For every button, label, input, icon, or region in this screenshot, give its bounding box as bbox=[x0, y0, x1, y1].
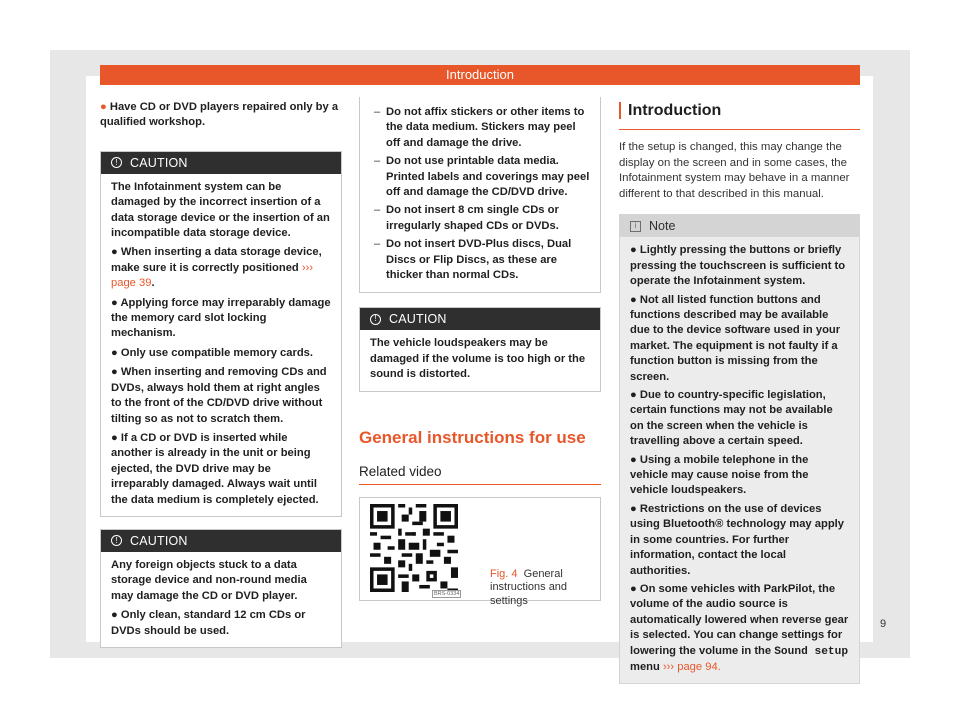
caution-text: The Infotainment system can be damaged by the incorrect insertion of a data storage device or the insertion of an incompatible data storage device. bbox=[111, 180, 330, 240]
caution-continued-box bbox=[359, 97, 601, 293]
dash-item: – Do not insert DVD-Plus discs, Dual Discs or Flip Discs, as these are thicker than normal CDs. bbox=[370, 237, 592, 283]
related-video-heading: Related video bbox=[359, 464, 601, 485]
column-left bbox=[100, 100, 342, 648]
warning-circle-icon: ! bbox=[111, 157, 122, 168]
warning-circle-icon: ! bbox=[370, 314, 381, 325]
caution-bullet: ● If a CD or DVD is inserted while another is already in the unit or being ejected, the DVD drive may be irreparably damaged. Always wait until the data medium is completely ejected. bbox=[111, 431, 319, 506]
warning-circle-icon: ! bbox=[111, 535, 122, 546]
caution-bullet: ● Only use compatible memory cards. bbox=[111, 346, 313, 359]
page-number: 9 bbox=[880, 618, 887, 630]
menu-name: Sound setup bbox=[774, 645, 849, 658]
figure-video bbox=[359, 497, 601, 607]
figure-code: BRS-0334 bbox=[434, 590, 460, 597]
accent-bar bbox=[619, 102, 621, 119]
caution-bullet: ● Only clean, standard 12 cm CDs or DVDs should be used. bbox=[111, 609, 306, 637]
dash-item: – Do not use printable data media. Printed labels and coverings may peel off and damage the CD/DVD drive. bbox=[370, 154, 592, 200]
bullet-icon: ● bbox=[100, 101, 107, 113]
caution-box-3 bbox=[359, 307, 601, 391]
note-item: ● Due to country-specific legislation, certain functions may not be available on the screen when the vehicle is travelling above a certain speed. bbox=[630, 389, 833, 448]
caution-bullet: ● When inserting and removing CDs and DVDs, always hold them at right angles to the front of the CD/DVD drive without tilting so as not to scratch them. bbox=[111, 366, 327, 425]
caution-text: The vehicle loudspeakers may be damaged if the volume is too high or the sound is distorted. bbox=[370, 337, 586, 381]
column-right bbox=[619, 97, 860, 684]
figure-caption: Fig. 4 General instructions and settings bbox=[490, 567, 568, 607]
note-item: ● Using a mobile telephone in the vehicle may cause noise from the vehicle loudspeakers. bbox=[630, 453, 809, 497]
caution-body bbox=[101, 174, 341, 516]
caution-box-2 bbox=[100, 529, 342, 648]
caution-body bbox=[101, 552, 341, 647]
page-link[interactable]: ››› page 94. bbox=[662, 660, 721, 673]
caution-header: ! CAUTION bbox=[101, 152, 341, 174]
caution-box-1 bbox=[100, 151, 342, 517]
caution-text: Any foreign objects stuck to a data storage device and non-round media may damage the CD or DVD player. bbox=[111, 558, 307, 602]
note-item: ● Not all listed function buttons and functions described may be available due to the device software used in your market. The equipment is not faulty if a function button is missing from the screen. bbox=[630, 293, 841, 383]
column-middle bbox=[359, 97, 601, 607]
caution-header: ! CAUTION bbox=[360, 308, 600, 330]
section-title: General instructions for use bbox=[359, 427, 586, 447]
info-icon: i bbox=[630, 221, 641, 232]
dash-item: – Do not insert 8 cm single CDs or irregularly shaped CDs or DVDs. bbox=[370, 203, 592, 234]
qr-code[interactable] bbox=[370, 504, 458, 592]
note-item: ● On some vehicles with ParkPilot, the volume of the audio source is automatically lowered when reverse gear is selected. You can change settings for lowering the volume in the Sound setup menu ››› page 94. bbox=[630, 582, 849, 673]
caution-header: ! CAUTION bbox=[101, 530, 341, 552]
caution-body bbox=[360, 330, 600, 390]
dash-item: – Do not affix stickers or other items to the data medium. Stickers may peel off and damage the drive. bbox=[370, 105, 592, 151]
intro-bullet: ● Have CD or DVD players repaired only by a qualified workshop. bbox=[100, 101, 339, 129]
caution-bullet: ● Applying force may irreparably damage the memory card slot locking mechanism. bbox=[111, 296, 331, 340]
page-header: Introduction bbox=[100, 65, 860, 85]
section-title: Introduction bbox=[619, 102, 860, 130]
note-item: ● Lightly pressing the buttons or briefly pressing the touchscreen is sufficient to operate the Infotainment system. bbox=[630, 244, 846, 288]
intro-paragraph: If the setup is changed, this may change the display on the screen and in some cases, the Infotainment system may behave in a manner different to that described in this manual. bbox=[619, 141, 850, 200]
note-header: i Note bbox=[620, 215, 859, 237]
caution-bullet: ● When inserting a data storage device, make sure it is correctly positioned ››› page 39. bbox=[111, 246, 322, 290]
note-box bbox=[619, 214, 860, 684]
dash-list bbox=[370, 105, 592, 283]
note-body bbox=[620, 237, 859, 683]
note-item: ● Restrictions on the use of devices using Bluetooth® technology may apply in some countries. For further information, contact the local authorities. bbox=[630, 502, 844, 577]
page-link[interactable]: ››› page 39 bbox=[111, 261, 314, 290]
